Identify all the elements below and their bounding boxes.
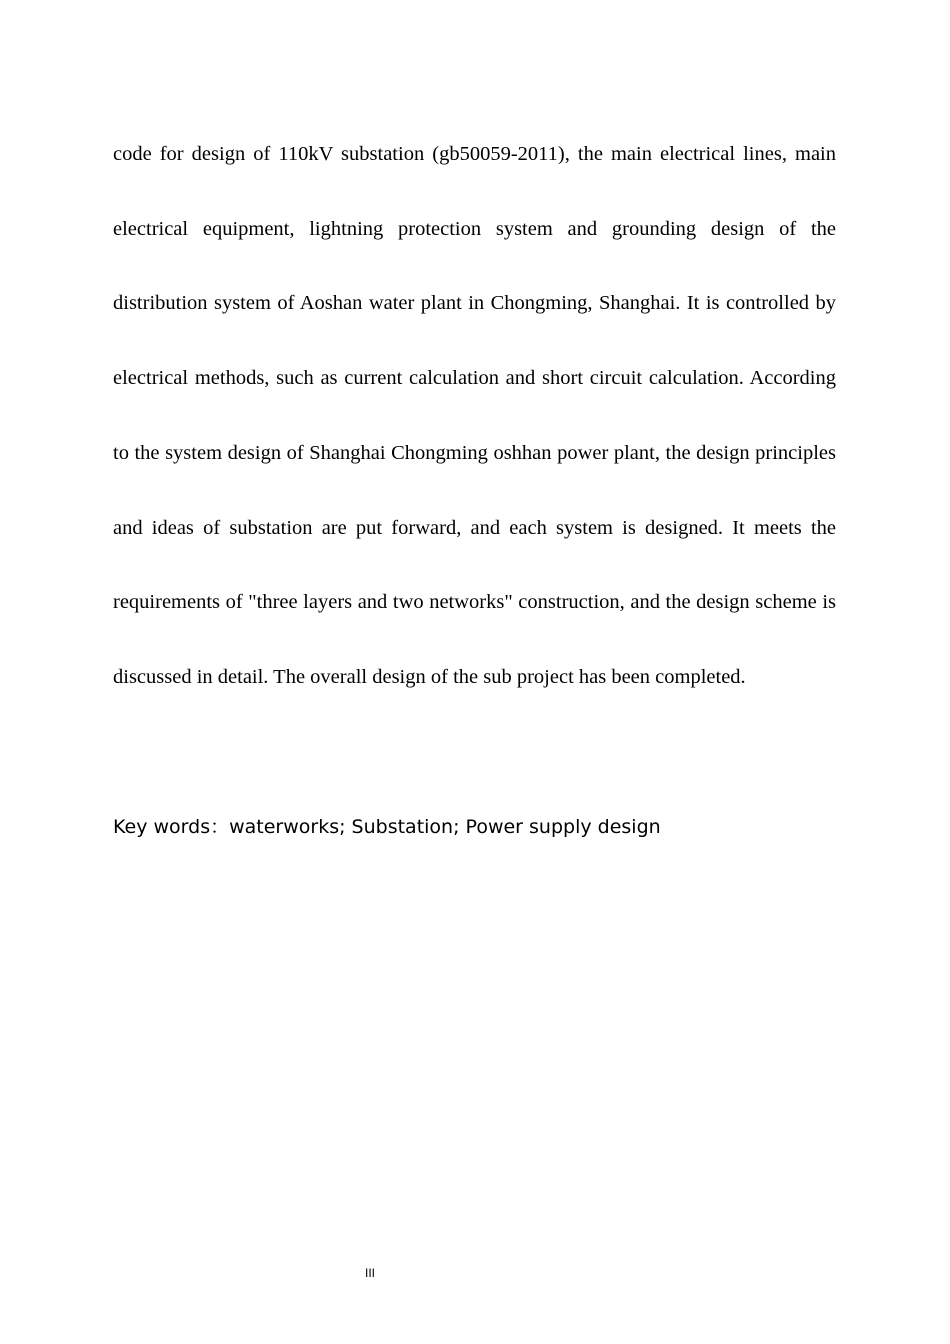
abstract-paragraph: code for design of 110kV substation (gb50059-2011), the main electrical lines, main electrical equipment, lightning protection system and grounding design of the distribution system of Aoshan water plant in Chongming, Shanghai. It is controlled by electrical methods, such as current calculation and short circuit calculation. According to the system design of Shanghai Chongming oshhan power plant, the design principles and ideas of substation are put forward, and each system is designed. It meets the requirements of "three layers and two networks" construction, and the design scheme is discussed in detail. The overall design of the sub project has been completed. [113,143,836,688]
keywords-label: Key words： [113,816,230,838]
keywords-line [113,812,836,842]
keywords-value: waterworks; Substation; Power supply design [229,816,661,838]
page-number: III [364,1266,375,1280]
